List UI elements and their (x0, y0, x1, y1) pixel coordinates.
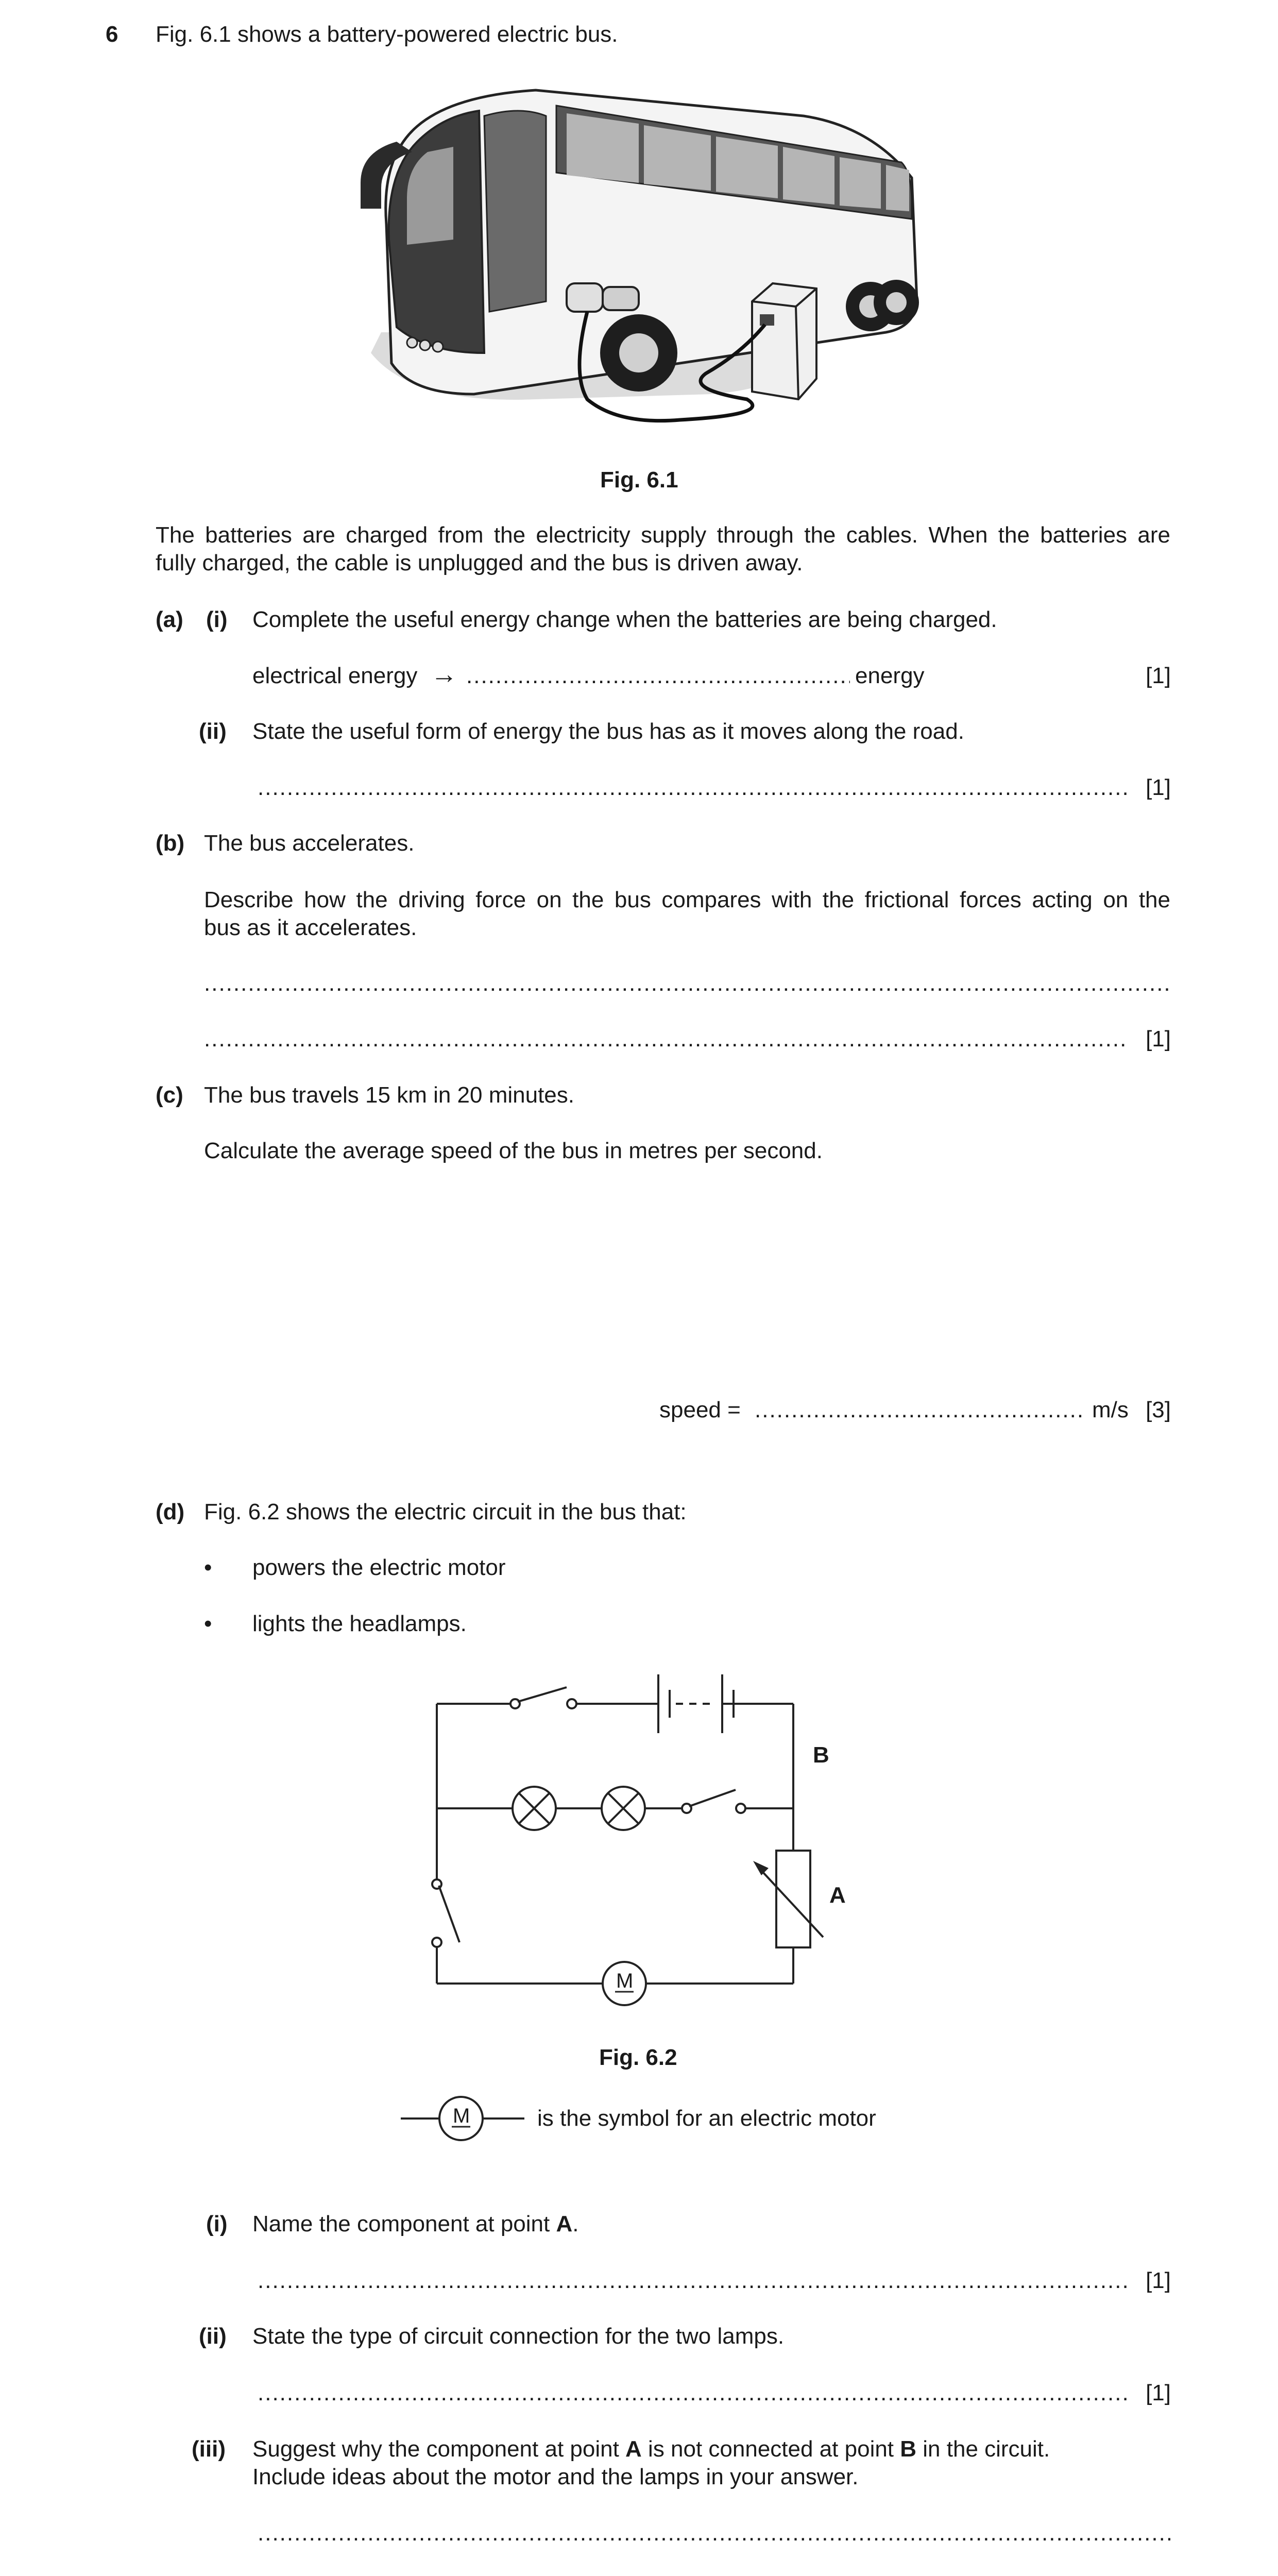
part-a-ii-marks: [1] (1146, 775, 1171, 800)
part-b-label: (b) (156, 831, 185, 856)
part-b-marks: [1] (1146, 1026, 1171, 1052)
part-d-iii-question-line-2: Include ideas about the motor and the lamps in your answer. (252, 2464, 859, 2489)
bullet-glyph: • (204, 1555, 212, 1580)
part-d-iii-label: (iii) (192, 2436, 226, 2462)
part-c-marks: [3] (1146, 1397, 1171, 1422)
context-line-2: fully charged, the cable is unplugged and the bus is driven away. (156, 550, 803, 575)
point-a-label: A (829, 1883, 846, 1908)
part-b-question-line-2: bus as it accelerates. (204, 915, 417, 940)
question-number: 6 (106, 22, 118, 47)
part-b-question-line-1: Describe how the driving force on the bus compares with the frictional forces acting on the (204, 887, 1170, 912)
part-d-i-label: (i) (206, 2211, 228, 2236)
part-a-i-question: Complete the useful energy change when the batteries are being charged. (252, 607, 997, 632)
bullet-glyph: • (204, 1611, 212, 1636)
fig1-caption: Fig. 6.1 (600, 467, 678, 493)
part-d-iii-question: Suggest why the component at point A is not connected at point B in the circuit. (252, 2436, 1050, 2462)
part-a-ii-label: (ii) (199, 719, 227, 744)
energy-prefix: electrical energy (252, 663, 418, 688)
part-d-iii-answer-line-1[interactable] (258, 2519, 1170, 2547)
part-c-question: Calculate the average speed of the bus in metres per second. (204, 1138, 823, 1163)
part-d-label: (d) (156, 1499, 185, 1524)
part-d-ii-label: (ii) (199, 2324, 227, 2349)
bullet-2: lights the headlamps. (252, 1611, 467, 1636)
part-c-label: (c) (156, 1082, 183, 1108)
motor-symbol-text: is the symbol for an electric motor (537, 2106, 876, 2131)
part-a-ii-question: State the useful form of energy the bus has as it moves along the road. (252, 719, 964, 744)
part-d-i-marks: [1] (1146, 2268, 1171, 2293)
motor-symbol-letter: M (453, 2105, 470, 2127)
part-a-i-label: (i) (206, 607, 228, 632)
lamp-switch-icon (689, 1790, 736, 1806)
left-switch-icon (439, 1886, 459, 1942)
speed-unit: m/s (1092, 1397, 1129, 1422)
fig2-caption: Fig. 6.2 (599, 2045, 677, 2070)
part-d-ii-marks: [1] (1146, 2380, 1171, 2405)
motor-letter: M (616, 1970, 634, 1992)
part-a-label: (a) (156, 607, 183, 632)
part-b-statement: The bus accelerates. (204, 831, 415, 856)
speed-prefix: speed = (659, 1397, 741, 1422)
part-d-ii-question: State the type of circuit connection for the two lamps. (252, 2324, 785, 2349)
part-d-i-answer-line[interactable] (258, 2267, 1128, 2295)
point-b-label: B (813, 1742, 829, 1768)
part-c-statement: The bus travels 15 km in 20 minutes. (204, 1082, 574, 1108)
question-intro: Fig. 6.1 shows a battery-powered electric bus. (156, 22, 618, 47)
part-d-i-question: Name the component at point A. (252, 2211, 579, 2236)
energy-arrow-icon: → (431, 659, 457, 689)
part-d-statement: Fig. 6.2 shows the electric circuit in the bus that: (204, 1499, 687, 1524)
part-a-i-marks: [1] (1146, 663, 1171, 688)
bullet-1: powers the electric motor (252, 1555, 506, 1580)
top-switch-icon (518, 1687, 567, 1702)
part-d-ii-answer-line[interactable] (258, 2379, 1128, 2407)
energy-suffix: energy (855, 663, 925, 688)
context-line-1: The batteries are charged from the electricity supply through the cables. When the batteries are (156, 522, 1170, 548)
variable-resistor-icon (776, 1851, 810, 1947)
